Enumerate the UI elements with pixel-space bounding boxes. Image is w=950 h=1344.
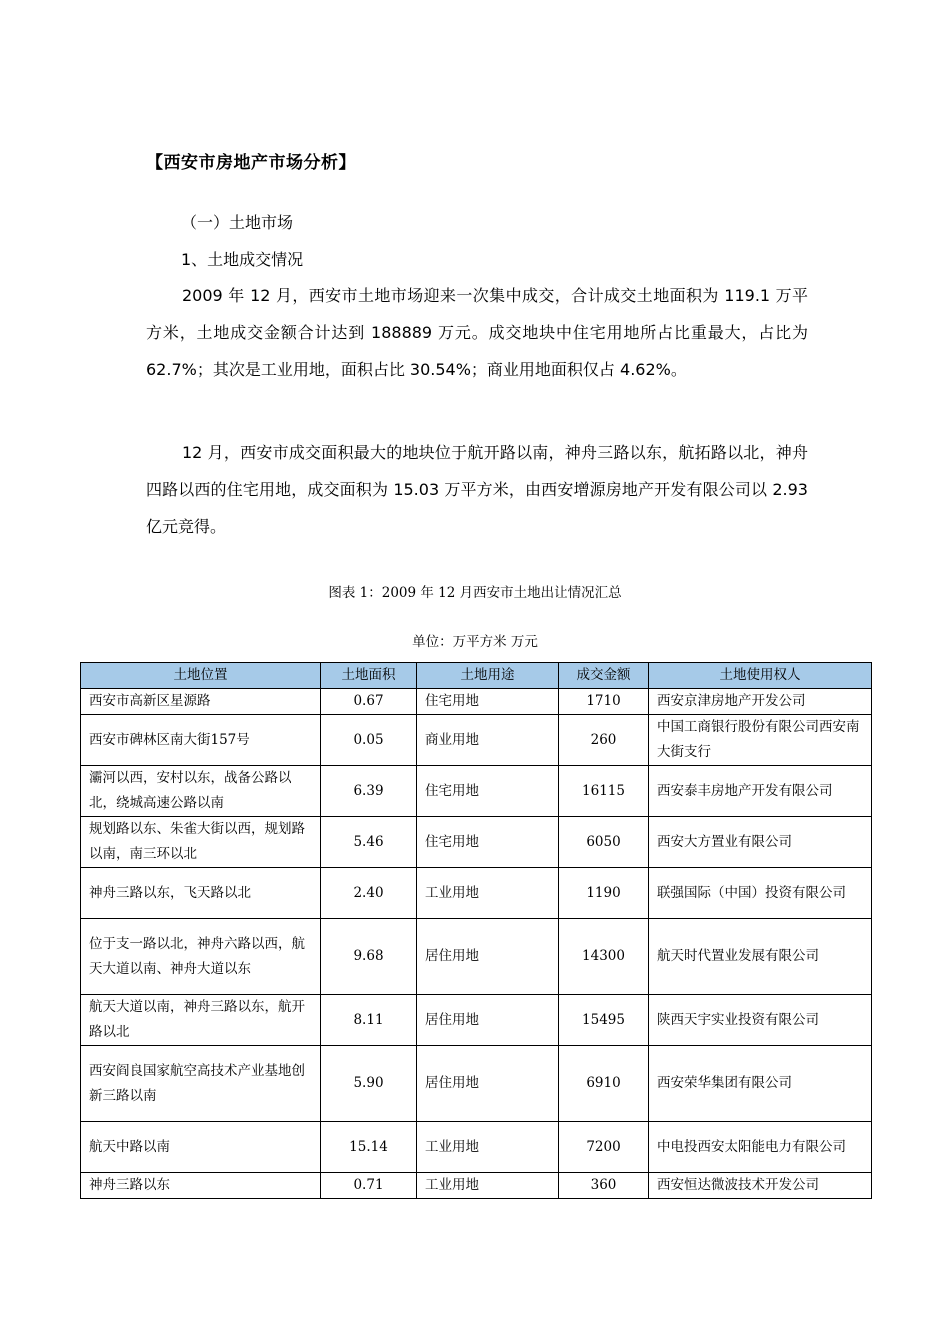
cell-area: 0.71 — [321, 1173, 417, 1199]
table-row — [81, 1122, 872, 1173]
cell-location: 神舟三路以东，飞天路以北 — [81, 868, 321, 919]
cell-area: 2.40 — [321, 868, 417, 919]
cell-amount: 6910 — [559, 1046, 649, 1122]
land-transfer-table — [80, 662, 872, 1199]
cell-amount: 1190 — [559, 868, 649, 919]
cell-amount: 7200 — [559, 1122, 649, 1173]
cell-amount: 15495 — [559, 995, 649, 1046]
cell-location: 位于支一路以北，神舟六路以西，航天大道以南、神舟大道以东 — [81, 919, 321, 995]
header-use: 土地用途 — [417, 663, 559, 689]
table-row — [81, 766, 872, 817]
cell-owner: 联强国际（中国）投资有限公司 — [649, 868, 872, 919]
cell-amount: 260 — [559, 715, 649, 766]
table-row — [81, 715, 872, 766]
header-owner: 土地使用权人 — [649, 663, 872, 689]
cell-location: 规划路以东、朱雀大街以西，规划路以南，南三环以北 — [81, 817, 321, 868]
cell-area: 15.14 — [321, 1122, 417, 1173]
header-amount: 成交金额 — [559, 663, 649, 689]
cell-amount: 6050 — [559, 817, 649, 868]
cell-owner: 中电投西安太阳能电力有限公司 — [649, 1122, 872, 1173]
cell-owner: 西安大方置业有限公司 — [649, 817, 872, 868]
cell-use: 工业用地 — [417, 1173, 559, 1199]
section-heading: （一）土地市场 — [181, 213, 294, 232]
cell-use: 工业用地 — [417, 1122, 559, 1173]
cell-area: 9.68 — [321, 919, 417, 995]
table-row — [81, 1173, 872, 1199]
table-header-row — [81, 663, 872, 689]
page-title: 【西安市房地产市场分析】 — [146, 153, 356, 173]
cell-owner: 西安京津房地产开发公司 — [649, 689, 872, 715]
cell-use: 居住用地 — [417, 1046, 559, 1122]
cell-area: 0.05 — [321, 715, 417, 766]
cell-owner: 西安恒达微波技术开发公司 — [649, 1173, 872, 1199]
cell-owner: 航天时代置业发展有限公司 — [649, 919, 872, 995]
cell-use: 居住用地 — [417, 919, 559, 995]
cell-use: 住宅用地 — [417, 766, 559, 817]
cell-amount: 360 — [559, 1173, 649, 1199]
header-area: 土地面积 — [321, 663, 417, 689]
table-row — [81, 689, 872, 715]
cell-use: 住宅用地 — [417, 817, 559, 868]
cell-area: 0.67 — [321, 689, 417, 715]
cell-owner: 西安泰丰房地产开发有限公司 — [649, 766, 872, 817]
cell-location: 神舟三路以东 — [81, 1173, 321, 1199]
header-location: 土地位置 — [81, 663, 321, 689]
table-row — [81, 919, 872, 995]
cell-owner: 中国工商银行股份有限公司西安南大街支行 — [649, 715, 872, 766]
cell-area: 6.39 — [321, 766, 417, 817]
table-caption: 图表 1：2009 年 12 月西安市土地出让情况汇总 — [328, 585, 622, 601]
cell-location: 航天大道以南，神舟三路以东，航开路以北 — [81, 995, 321, 1046]
subsection-heading: 1、土地成交情况 — [181, 250, 304, 269]
cell-location: 灞河以西，安村以东，战备公路以北，绕城高速公路以南 — [81, 766, 321, 817]
table-unit: 单位：万平方米 万元 — [412, 634, 538, 650]
table-row — [81, 868, 872, 919]
cell-owner: 陕西天宇实业投资有限公司 — [649, 995, 872, 1046]
cell-owner: 西安荣华集团有限公司 — [649, 1046, 872, 1122]
cell-use: 工业用地 — [417, 868, 559, 919]
cell-location: 西安市高新区星源路 — [81, 689, 321, 715]
cell-location: 西安市碑林区南大街157号 — [81, 715, 321, 766]
table-row — [81, 817, 872, 868]
table-row — [81, 995, 872, 1046]
cell-amount: 1710 — [559, 689, 649, 715]
paragraph-land-overview: 2009 年 12 月，西安市土地市场迎来一次集中成交，合计成交土地面积为 119.1 万平方米，土地成交金额合计达到 188889 万元。成交地块中住宅用地所占比重最大，占比为 62.7%；其次是工业用地，面积占比 30.54%；商业用地面积仅占 4.62%。 — [146, 286, 808, 379]
cell-area: 5.90 — [321, 1046, 417, 1122]
cell-area: 8.11 — [321, 995, 417, 1046]
table-row — [81, 1046, 872, 1122]
cell-area: 5.46 — [321, 817, 417, 868]
cell-amount: 16115 — [559, 766, 649, 817]
cell-amount: 14300 — [559, 919, 649, 995]
cell-use: 商业用地 — [417, 715, 559, 766]
cell-use: 居住用地 — [417, 995, 559, 1046]
paragraph-largest-plot: 12 月，西安市成交面积最大的地块位于航开路以南，神舟三路以东，航拓路以北，神舟四路以西的住宅用地，成交面积为 15.03 万平方米，由西安增源房地产开发有限公司以 2.93 亿元竞得。 — [146, 443, 808, 536]
cell-location: 航天中路以南 — [81, 1122, 321, 1173]
cell-location: 西安阎良国家航空高技术产业基地创新三路以南 — [81, 1046, 321, 1122]
cell-use: 住宅用地 — [417, 689, 559, 715]
